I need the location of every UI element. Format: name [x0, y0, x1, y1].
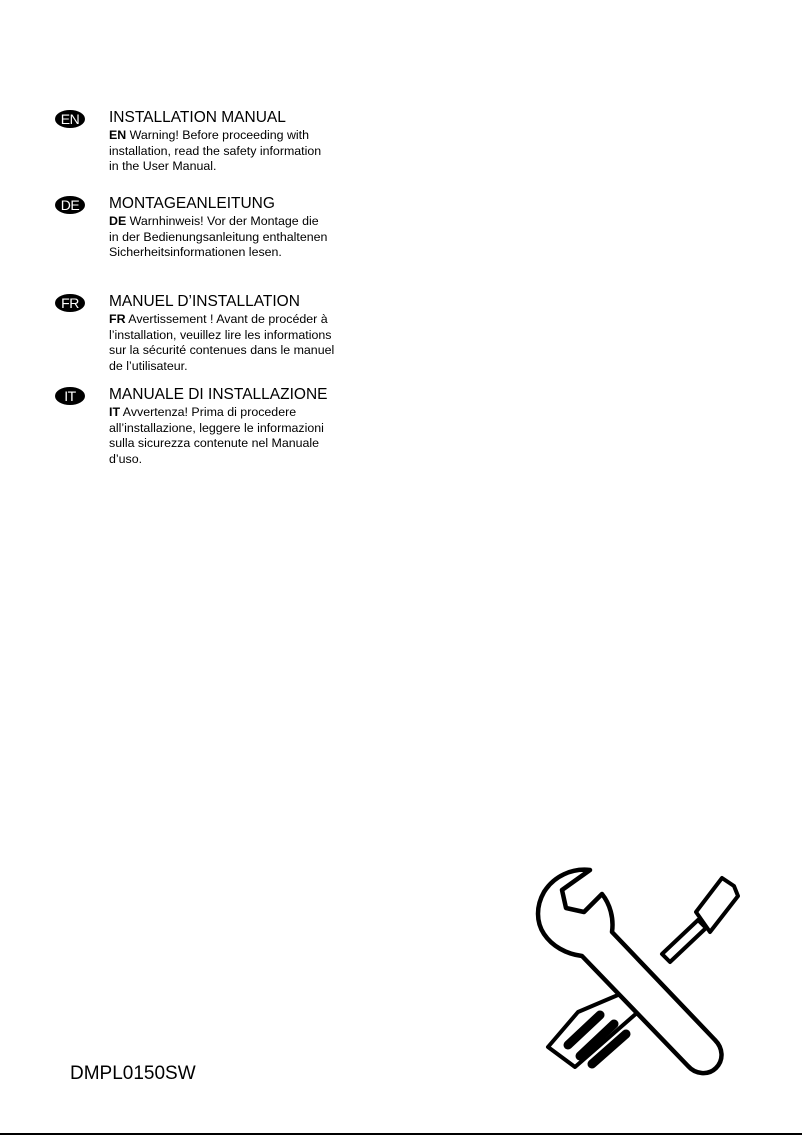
body-line-it-2: all’installazione, leggere le informazioni	[109, 420, 324, 435]
body-line-de-3: Sicherheitsinformationen lesen.	[109, 245, 282, 260]
section-title-it: MANUALE DI INSTALLAZIONE	[109, 386, 328, 403]
language-badge-de: DE	[55, 196, 85, 214]
section-body-de	[109, 214, 354, 261]
section-title-fr: MANUEL D’INSTALLATION	[109, 293, 300, 310]
lead-code-fr: FR	[109, 312, 126, 326]
body-line-fr-1: Avertissement ! Avant de procéder à	[128, 312, 328, 326]
body-line-de-1: Warnhinweis! Vor der Montage die	[129, 214, 319, 228]
section-body-en	[109, 128, 354, 175]
body-line-fr-3: sur la sécurité contenues dans le manuel	[109, 343, 335, 358]
body-line-en-3: in the User Manual.	[109, 159, 217, 174]
language-badge-fr: FR	[55, 294, 85, 312]
lead-code-de: DE	[109, 214, 127, 228]
body-line-en-1: Warning! Before proceeding with	[129, 128, 309, 142]
body-line-fr-2: l’installation, veuillez lire les informations	[109, 327, 332, 342]
body-line-fr-4: de l’utilisateur.	[109, 358, 188, 373]
body-line-en-2: installation, read the safety information	[109, 143, 322, 158]
wrench-screwdriver-icon	[520, 862, 750, 1082]
lead-code-en: EN	[109, 128, 127, 142]
body-line-de-2: in der Bedienungsanleitung enthaltenen	[109, 229, 328, 244]
body-line-it-1: Avvertenza! Prima di procedere	[122, 405, 297, 419]
section-body-fr	[109, 312, 354, 374]
lead-code-it: IT	[109, 405, 121, 419]
model-number: DMPL0150SW	[70, 1063, 196, 1084]
language-badge-en: EN	[55, 110, 85, 128]
page-bottom-rule	[0, 1133, 802, 1135]
body-line-it-3: sulla sicurezza contenute nel Manuale	[109, 436, 320, 451]
body-line-it-4: d’uso.	[109, 451, 143, 466]
section-title-de: MONTAGEANLEITUNG	[109, 195, 275, 212]
language-badge-it: IT	[55, 387, 85, 405]
section-title-en: INSTALLATION MANUAL	[109, 109, 286, 126]
section-body-it	[109, 405, 354, 467]
